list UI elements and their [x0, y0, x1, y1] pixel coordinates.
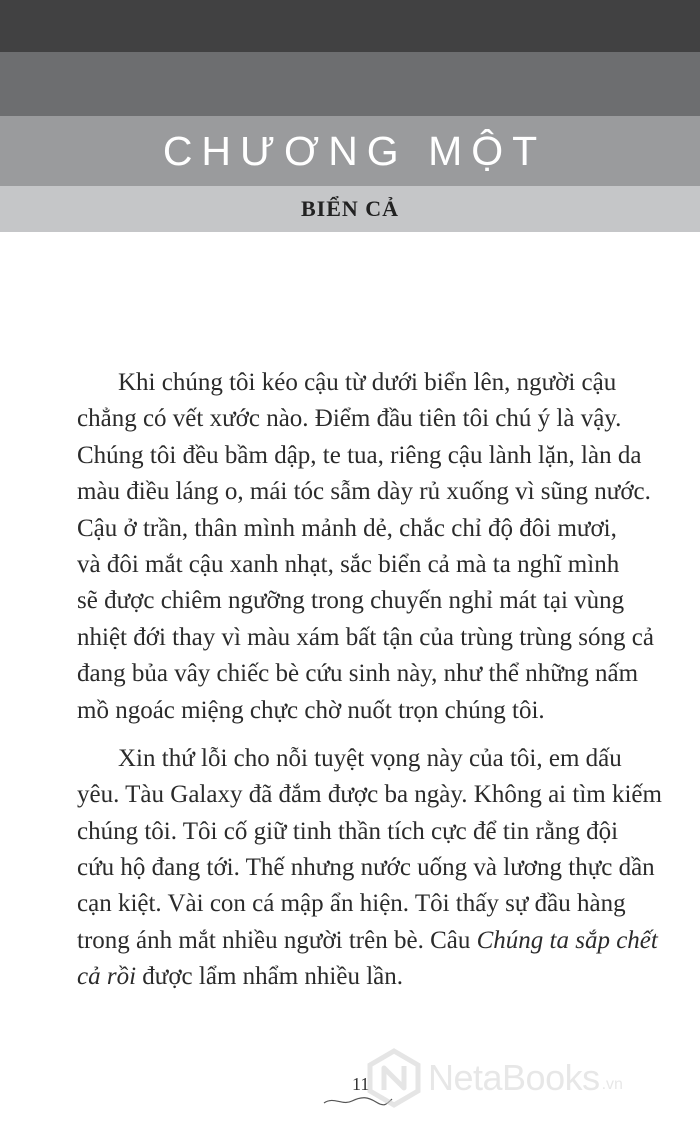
text-line: và đôi mắt cậu xanh nhạt, sắc biển cả mà ta nghĩ mình — [77, 550, 620, 578]
header-band-dark — [0, 0, 700, 52]
text-line: nhiệt đới thay vì màu xám bất tận của trùng trùng sóng cả — [77, 623, 654, 651]
text-line: yêu. Tàu Galaxy đã đắm được ba ngày. Không ai tìm kiếm — [77, 781, 662, 809]
chapter-title-band — [0, 116, 700, 186]
text-line: Xin thứ lỗi cho nỗi tuyệt vọng này của tôi, em dấu — [118, 744, 622, 772]
netabooks-logo-icon — [366, 1048, 422, 1108]
text-span: được lẩm nhẩm nhiều lần. — [142, 963, 404, 991]
text-line: cạn kiệt. Vài con cá mập ẩn hiện. Tôi thấy sự đầu hàng — [77, 890, 626, 918]
text-line: chẳng có vết xước nào. Điểm đầu tiên tôi chú ý là vậy. — [77, 405, 622, 433]
page-number: 11 — [352, 1074, 370, 1094]
italic-phrase-end: cả rồi — [77, 963, 137, 991]
watermark-suffix: .vn — [601, 1076, 623, 1093]
chapter-body — [77, 365, 662, 996]
text-line: đang bủa vây chiếc bè cứu sinh này, như thể những nấm — [77, 660, 639, 688]
chapter-title: CHƯƠNG MỘT — [162, 127, 547, 174]
watermark-brand: NetaBooks — [428, 1057, 600, 1098]
text-line: Cậu ở trần, thân mình mảnh dẻ, chắc chỉ độ đôi mươi, — [77, 514, 617, 542]
text-line: sẽ được chiêm ngưỡng trong chuyến nghỉ mát tại vùng — [77, 587, 625, 615]
text-line: Chúng tôi đều bầm dập, te tua, riêng cậu lành lặn, làn da — [77, 441, 642, 469]
chapter-subtitle-band — [0, 186, 700, 232]
chapter-subtitle: BIỂN CẢ — [300, 196, 400, 221]
text-line — [77, 923, 658, 959]
text-line: Khi chúng tôi kéo cậu từ dưới biển lên, người cậu — [118, 369, 617, 396]
paragraph-gap — [77, 729, 642, 741]
text-line: chúng tôi. Tôi cố giữ tinh thần tích cực để tin rằng đội — [77, 817, 619, 845]
watermark — [366, 1048, 623, 1108]
paragraph-1 — [77, 365, 654, 729]
paragraph-2 — [77, 741, 662, 996]
text-span: trong ánh mắt nhiều người trên bè. Câu — [77, 926, 477, 954]
text-line: cứu hộ đang tới. Thế nhưng nước uống và lương thực dần — [77, 854, 655, 882]
text-line: màu điều láng o, mái tóc sẫm dày rủ xuống vì sũng nước. — [77, 478, 651, 506]
text-line — [77, 959, 642, 995]
italic-phrase: Chúng ta sắp chết — [476, 926, 658, 954]
header-band-medium — [0, 52, 700, 116]
text-line: mồ ngoác miệng chực chờ nuốt trọn chúng tôi. — [77, 696, 545, 724]
